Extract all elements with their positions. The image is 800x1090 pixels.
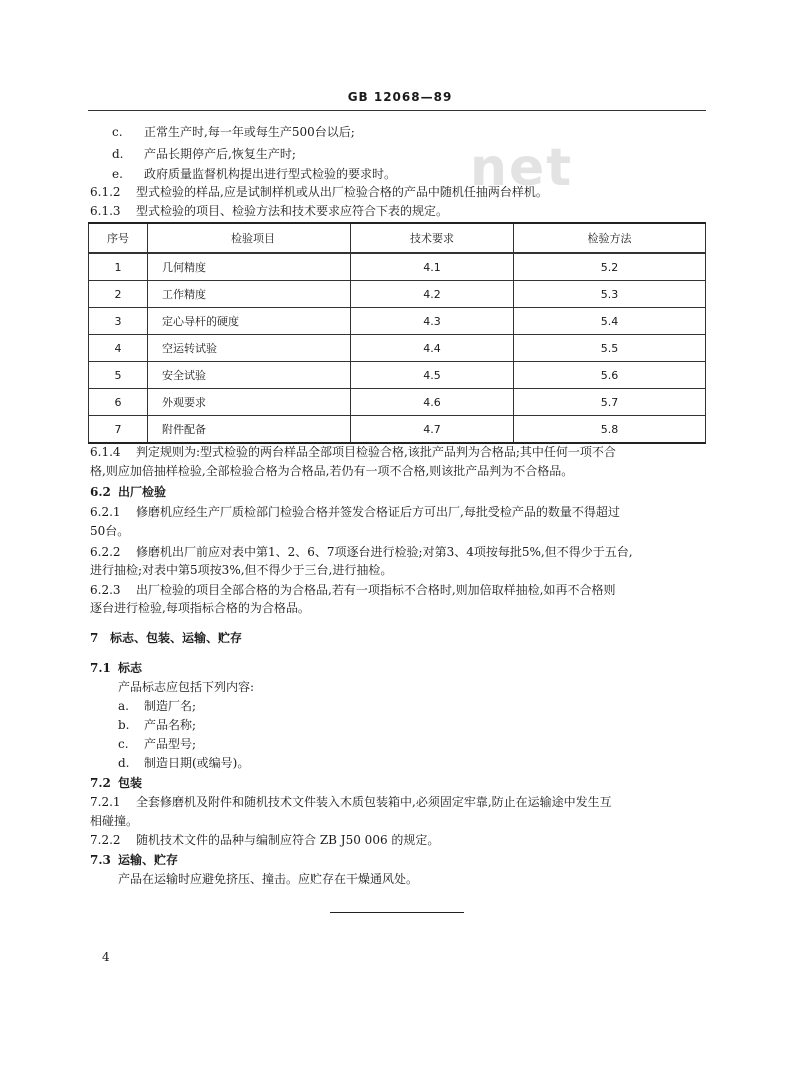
list-item-d: d. 产品长期停产后,恢复生产时;	[112, 147, 296, 161]
col-header-requirement: 技术要求	[351, 223, 514, 253]
mark-item-b: b. 产品名称;	[118, 718, 197, 732]
col-header-no: 序号	[89, 223, 148, 253]
watermark: net	[470, 138, 574, 198]
table-row: 4 空运转试验 4.4 5.5	[89, 335, 706, 362]
clause-6-2-3-line1: 6.2.3 出厂检验的项目全部合格的为合格品,若有一项指标不合格时,则加倍取样抽检,如再不合格则	[90, 583, 616, 597]
table-header-row	[89, 223, 706, 253]
section-6-2-heading: 6.2 出厂检验	[90, 485, 167, 499]
clause-6-1-4-line2: 格,则应加倍抽样检验,全部检验合格为合格品,若仍有一项不合格,则该批产品判为不合格品。	[90, 464, 574, 478]
section-7-1-intro: 产品标志应包括下列内容:	[118, 680, 255, 694]
mark-item-c: c. 产品型号;	[118, 737, 197, 751]
section-7-heading: 7 标志、包装、运输、贮存	[90, 631, 243, 645]
table-row: 5 安全试验 4.5 5.6	[89, 362, 706, 389]
header-rule	[88, 110, 706, 111]
list-item-e: e. 政府质量监督机构提出进行型式检验的要求时。	[112, 167, 397, 181]
clause-6-2-1-line2: 50台。	[90, 524, 130, 538]
clause-6-1-3: 6.1.3 型式检验的项目、检验方法和技术要求应符合下表的规定。	[90, 204, 449, 218]
table-row: 2 工作精度 4.2 5.3	[89, 281, 706, 308]
section-7-3-text: 产品在运输时应避免挤压、撞击。应贮存在干燥通风处。	[118, 872, 419, 886]
page-number: 4	[102, 950, 110, 964]
clause-6-1-4-line1: 6.1.4 判定规则为:型式检验的两台样品全部项目检验合格,该批产品判为合格品;其中任何一项不合	[90, 445, 616, 459]
clause-7-2-2: 7.2.2 随机技术文件的品种与编制应符合 ZB J50 006 的规定。	[90, 833, 440, 847]
clause-6-2-3-line2: 逐台进行检验,每项指标合格的为合格品。	[90, 601, 310, 615]
end-rule	[330, 912, 464, 913]
clause-7-2-1-line2: 相碰撞。	[90, 814, 139, 828]
mark-item-d: d. 制造日期(或编号)。	[118, 756, 250, 770]
inspection-table	[88, 222, 706, 444]
clause-6-2-2-line1: 6.2.2 修磨机出厂前应对表中第1、2、6、7项逐台进行检验;对第3、4项按每批5%,但不得少于五台,	[90, 545, 633, 559]
clause-6-2-2-line2: 进行抽检;对表中第5项按3%,但不得少于三台,进行抽检。	[90, 563, 393, 577]
table-row: 1 几何精度 4.1 5.2	[89, 253, 706, 281]
clause-6-1-2: 6.1.2 型式检验的样品,应是试制样机或从出厂检验合格的产品中随机任抽两台样机。	[90, 185, 548, 199]
section-7-3-heading: 7.3 运输、贮存	[90, 853, 179, 867]
section-7-1-heading: 7.1 标志	[90, 661, 143, 675]
col-header-item: 检验项目	[148, 223, 351, 253]
list-item-c: c. 正常生产时,每一年或每生产500台以后;	[112, 125, 355, 139]
table-row: 3 定心导杆的硬度 4.3 5.4	[89, 308, 706, 335]
table-row: 6 外观要求 4.6 5.7	[89, 389, 706, 416]
mark-item-a: a. 制造厂名;	[118, 699, 197, 713]
clause-7-2-1-line1: 7.2.1 全套修磨机及附件和随机技术文件装入木质包装箱中,必须固定牢靠,防止在运输途中发生互	[90, 795, 612, 809]
col-header-method: 检验方法	[514, 223, 706, 253]
section-7-2-heading: 7.2 包装	[90, 776, 143, 790]
clause-6-2-1-line1: 6.2.1 修磨机应经生产厂质检部门检验合格并签发合格证后方可出厂,每批受检产品的数量不得超过	[90, 505, 620, 519]
standard-code-header: GB 12068—89	[347, 90, 453, 104]
table-row: 7 附件配备 4.7 5.8	[89, 416, 706, 444]
